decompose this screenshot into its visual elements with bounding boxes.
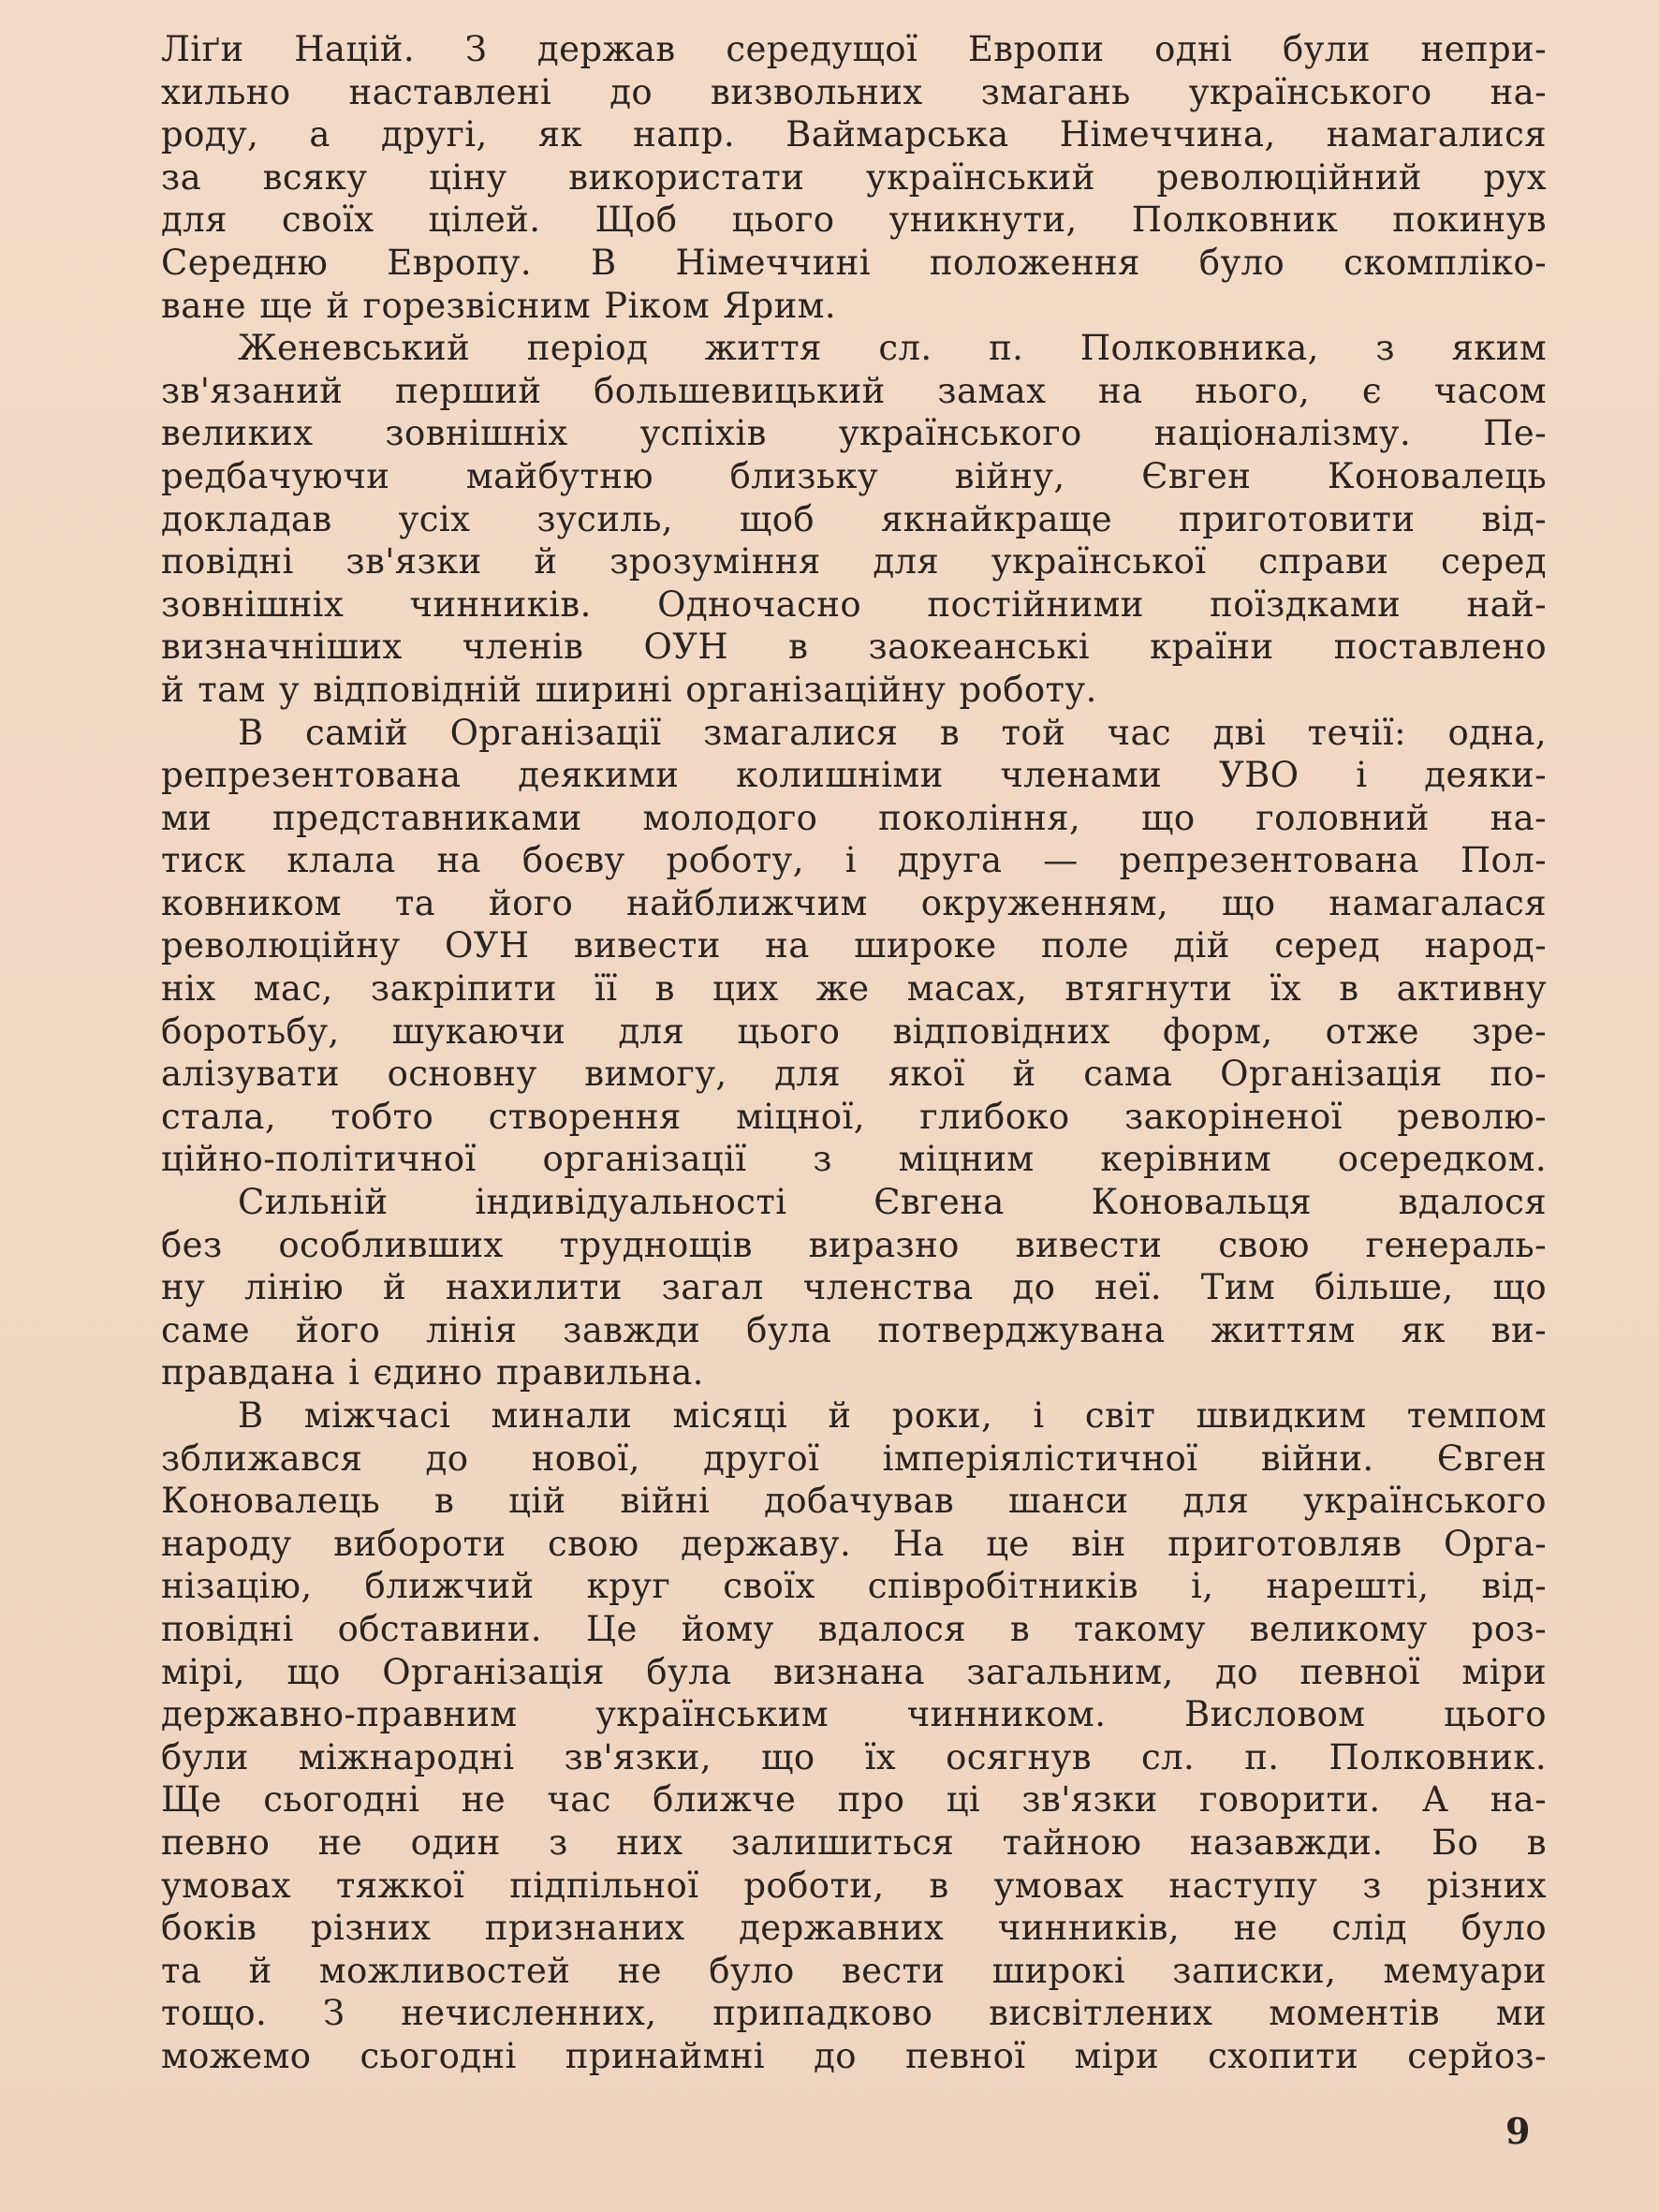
- text-line: саме його лінія завжди була потверджувана життям як ви-: [161, 1309, 1547, 1350]
- text-line: стала, тобто створення міцної, глибоко закоріненої револю-: [161, 1096, 1547, 1137]
- body-text: [161, 28, 1547, 2078]
- text-line: редбачуючи майбутню близьку війну, Євген Коновалець: [161, 455, 1547, 496]
- text-line: визначніших членів ОУН в заокеанські країни поставлено: [161, 627, 1547, 668]
- text-line: революційну ОУН вивести на широке поле дій серед народ-: [161, 925, 1547, 966]
- text-line: хильно наставлені до визвольних змагань українського на-: [161, 71, 1547, 112]
- text-line: ми представниками молодого покоління, що головний на-: [161, 797, 1547, 838]
- text-line: зовнішніх чинників. Одночасно постійними поїздками най-: [161, 583, 1547, 625]
- text-line: ковником та його найближчим окруженням, що намагалася: [161, 882, 1547, 923]
- text-line: зв'язаний перший большевицький замах на нього, є часом: [161, 370, 1547, 411]
- text-line: Сильній індивідуальності Євгена Коновальця вдалося: [238, 1182, 1547, 1223]
- text-line: для своїх цілей. Щоб цього уникнути, Полковник покинув: [161, 199, 1547, 241]
- text-line: ну лінію й нахилити загал членства до неї. Тим більше, що: [161, 1267, 1547, 1308]
- text-line: боротьбу, шукаючи для цього відповідних форм, отже зре-: [161, 1010, 1547, 1052]
- text-line: тощо. З нечисленних, припадково висвітлених моментів ми: [161, 1993, 1547, 2034]
- text-line: Ліґи Націй. З держав середущої Европи одні були непри-: [161, 29, 1547, 69]
- text-line: В міжчасі минали місяці й роки, і світ швидким темпом: [238, 1395, 1547, 1436]
- text-line: Коновалець в цій війні добачував шанси для українського: [161, 1481, 1547, 1522]
- text-line: народу вибороти свою державу. На це він приготовляв Орга-: [161, 1523, 1547, 1564]
- text-line: умовах тяжкої підпільної роботи, в умовах наступу з різних: [161, 1865, 1547, 1906]
- text-line: повідні зв'язки й зрозуміння для української справи серед: [161, 541, 1547, 582]
- text-line: В самій Організації змагалися в той час дві течії: одна,: [238, 712, 1547, 753]
- text-line: тиск клала на боєву роботу, і друга — репрезентована Пол-: [161, 840, 1547, 881]
- text-line: мірі, що Організація була визнана загальним, до певної міри: [161, 1651, 1547, 1692]
- text-line: за всяку ціну використати український революційний рух: [161, 156, 1547, 198]
- text-line: й там у відповідній ширині організаційну роботу.: [161, 669, 1097, 710]
- text-line: боків різних признаних державних чинників, не слід було: [161, 1908, 1547, 1949]
- text-line: та й можливостей не було вести широкі записки, мемуари: [161, 1950, 1547, 1991]
- text-line: роду, а другі, як напр. Ваймарська Німеччина, намагалися: [161, 114, 1547, 155]
- text-line: алізувати основну вимогу, для якої й сама Організація по-: [161, 1054, 1547, 1095]
- text-line: були міжнародні зв'язки, що їх осягнув сл. п. Полковник.: [161, 1736, 1547, 1777]
- text-line: репрезентована деякими колишніми членами УВО і деяки-: [161, 755, 1547, 796]
- text-line: ване ще й горезвісним Ріком Ярим.: [161, 285, 836, 326]
- text-line: Женевський період життя сл. п. Полковника, з яким: [238, 328, 1547, 369]
- text-line: ційно-політичної організації з міцним керівним осередком.: [161, 1139, 1547, 1180]
- text-line: великих зовнішніх успіхів українського націоналізму. Пе-: [161, 413, 1547, 454]
- text-line: певно не один з них залишиться тайною назавжди. Бо в: [161, 1821, 1547, 1863]
- text-line: повідні обставини. Це йому вдалося в такому великому роз-: [161, 1608, 1547, 1649]
- text-line: державно-правним українським чинником. Висловом цього: [161, 1694, 1547, 1735]
- text-line: без особливших труднощів виразно вивести свою генераль-: [161, 1224, 1547, 1265]
- text-line: нізацію, ближчий круг своїх співробітників і, нарешті, від-: [161, 1566, 1547, 1607]
- text-line: ніх мас, закріпити її в цих же масах, втягнути їх в активну: [161, 968, 1547, 1010]
- text-line: докладав усіх зусиль, щоб якнайкраще приготовити від-: [161, 498, 1547, 539]
- text-line: Ще сьогодні не час ближче про ці зв'язки говорити. А на-: [161, 1779, 1547, 1821]
- text-line: можемо сьогодні принаймні до певної міри схопити серйоз-: [161, 2035, 1547, 2076]
- text-line: Середню Европу. В Німеччині положення було скомпліко-: [161, 242, 1547, 283]
- text-line: правдана і єдино правильна.: [161, 1352, 704, 1394]
- page-number: 9: [1505, 2110, 1531, 2152]
- text-line: зближався до нової, другої імперіялістичної війни. Євген: [161, 1438, 1547, 1479]
